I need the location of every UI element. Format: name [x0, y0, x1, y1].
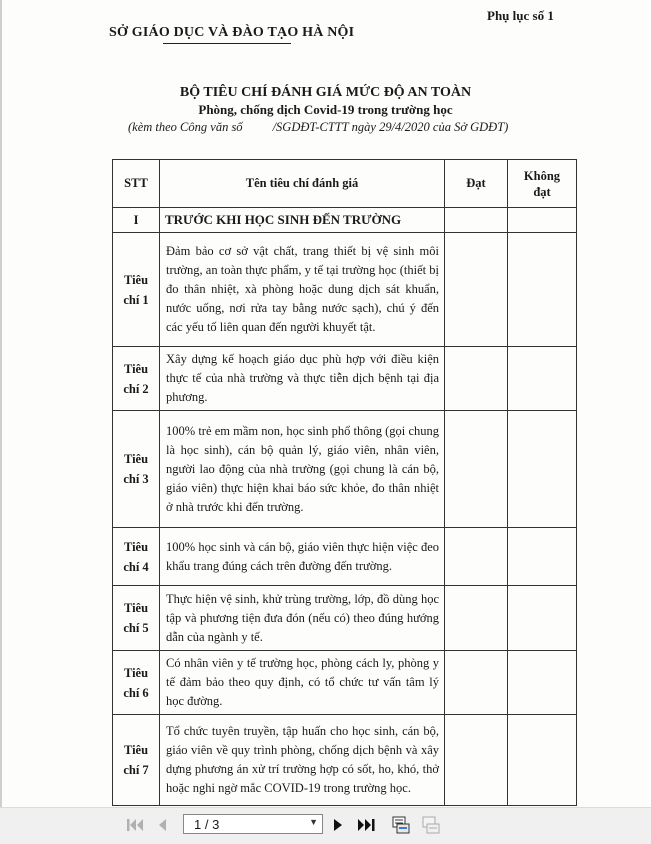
- print-icon[interactable]: [390, 816, 412, 834]
- next-page-icon[interactable]: [330, 816, 346, 834]
- criterion-label: Tiêu chí 3: [123, 452, 149, 486]
- pass-cell[interactable]: [445, 233, 508, 347]
- table-row: [113, 347, 577, 411]
- viewer-toolbar: [0, 807, 651, 844]
- column-header-criterion: Tên tiêu chí đánh giá: [160, 160, 445, 208]
- criteria-table: [112, 159, 577, 806]
- department-name: SỞ GIÁO DỤC VÀ ĐÀO TẠO HÀ NỘI: [109, 25, 355, 40]
- criterion-label: Tiêu chí 7: [123, 743, 149, 777]
- document-title: BỘ TIÊU CHÍ ĐÁNH GIÁ MỨC ĐỘ AN TOÀN: [179, 85, 472, 100]
- fail-cell[interactable]: [508, 528, 577, 586]
- fail-cell[interactable]: [508, 233, 577, 347]
- pass-cell[interactable]: [445, 411, 508, 528]
- table-row: [113, 715, 577, 806]
- page-indicator: 1 / 3: [194, 817, 220, 832]
- table-row: [113, 233, 577, 347]
- section-pass-cell: [445, 208, 508, 233]
- fail-cell[interactable]: [508, 586, 577, 651]
- note-part2: /SGDĐT-CTTT ngày 29/4/2020 của Sở GDĐT): [272, 120, 509, 134]
- page-border: [0, 0, 2, 843]
- last-page-icon[interactable]: [356, 816, 378, 834]
- fail-cell[interactable]: [508, 715, 577, 806]
- pass-cell[interactable]: [445, 715, 508, 806]
- table-header-row: [113, 160, 577, 208]
- criterion-label: Tiêu chí 5: [123, 601, 149, 635]
- table-row: [113, 411, 577, 528]
- criterion-label: Tiêu chí 1: [123, 272, 149, 307]
- criterion-label: Tiêu chí 6: [123, 665, 149, 700]
- fail-cell[interactable]: [508, 411, 577, 528]
- pass-cell[interactable]: [445, 651, 508, 715]
- criterion-text: 100% học sinh và cán bộ, giáo viên thực hiện việc đeo khẩu trang đúng cách trên đường đến trường.: [160, 528, 445, 586]
- column-header-fail-label: Không đạt: [523, 168, 561, 199]
- criterion-label-cell: [113, 233, 160, 347]
- previous-page-icon[interactable]: [154, 816, 170, 834]
- section-row: [113, 208, 577, 233]
- criterion-text: Có nhân viên y tế trường học, phòng cách ly, phòng y tế đảm bảo theo quy định, có tổ chức tư vấn tâm lý học đường.: [160, 651, 445, 715]
- fail-cell[interactable]: [508, 347, 577, 411]
- criterion-text: Xây dựng kế hoạch giáo dục phù hợp với điều kiện thực tế của nhà trường và thực tiễn dịch bệnh tại địa phương.: [160, 347, 445, 411]
- pass-cell[interactable]: [445, 347, 508, 411]
- column-header-stt: STT: [113, 160, 160, 208]
- department-underline: [163, 43, 291, 44]
- page-number-select[interactable]: [183, 814, 323, 834]
- criterion-label-cell: [113, 411, 160, 528]
- pass-cell[interactable]: [445, 528, 508, 586]
- document-subtitle: Phòng, chống dịch Covid-19 trong trường học: [198, 102, 453, 117]
- section-number: I: [113, 208, 160, 233]
- table-row: [113, 586, 577, 651]
- section-fail-cell: [508, 208, 577, 233]
- criterion-label: Tiêu chí 4: [123, 539, 149, 574]
- criterion-label-cell: [113, 586, 160, 651]
- fail-cell[interactable]: [508, 651, 577, 715]
- column-header-fail: [508, 160, 577, 208]
- criterion-label-cell: [113, 715, 160, 806]
- criterion-text: 100% trẻ em mầm non, học sinh phổ thông (gọi chung là học sinh), cán bộ quản lý, giáo viên, nhân viên, người lao động của nhà trường (gọi chung là cán bộ, giáo viên) thực hiện khai báo sức khỏe, đo thân nhiệt ở nhà trước khi đến trường.: [160, 411, 445, 528]
- criterion-label-cell: [113, 651, 160, 715]
- pass-cell[interactable]: [445, 586, 508, 651]
- note-part1: (kèm theo Công văn số: [128, 120, 243, 134]
- download-icon[interactable]: [420, 816, 442, 834]
- criterion-text: Đảm bảo cơ sở vật chất, trang thiết bị vệ sinh môi trường, an toàn thực phẩm, y tế tại trường học (thiết bị đo thân nhiệt, xà phòng hoặc dung dịch sát khuẩn, nước uống, nơi rửa tay bằng nước sạch), chú ý đến các yếu tố liên quan đến người khuyết tật.: [160, 233, 445, 347]
- chevron-down-icon: ▼: [309, 817, 318, 827]
- appendix-label: Phụ lục số 1: [487, 8, 554, 23]
- first-page-icon[interactable]: [125, 816, 145, 834]
- criterion-label: Tiêu chí 2: [123, 361, 149, 396]
- table-row: [113, 651, 577, 715]
- document-reference-note: [128, 120, 508, 135]
- criterion-text: Tổ chức tuyên truyền, tập huấn cho học sinh, cán bộ, giáo viên về quy trình phòng, chống dịch bệnh và xây dựng phương án xử trí trường hợp có sốt, ho, khó, thở hoặc nghi ngờ mắc COVID-19 trong trường học.: [160, 715, 445, 806]
- table-row: [113, 528, 577, 586]
- section-title: TRƯỚC KHI HỌC SINH ĐẾN TRƯỜNG: [160, 208, 445, 233]
- criterion-text: Thực hiện vệ sinh, khử trùng trường, lớp, đồ dùng học tập và phương tiện đưa đón (nếu có) theo đúng hướng dẫn của ngành y tế.: [160, 586, 445, 651]
- criterion-label-cell: [113, 528, 160, 586]
- column-header-pass: Đạt: [445, 160, 508, 208]
- criterion-label-cell: [113, 347, 160, 411]
